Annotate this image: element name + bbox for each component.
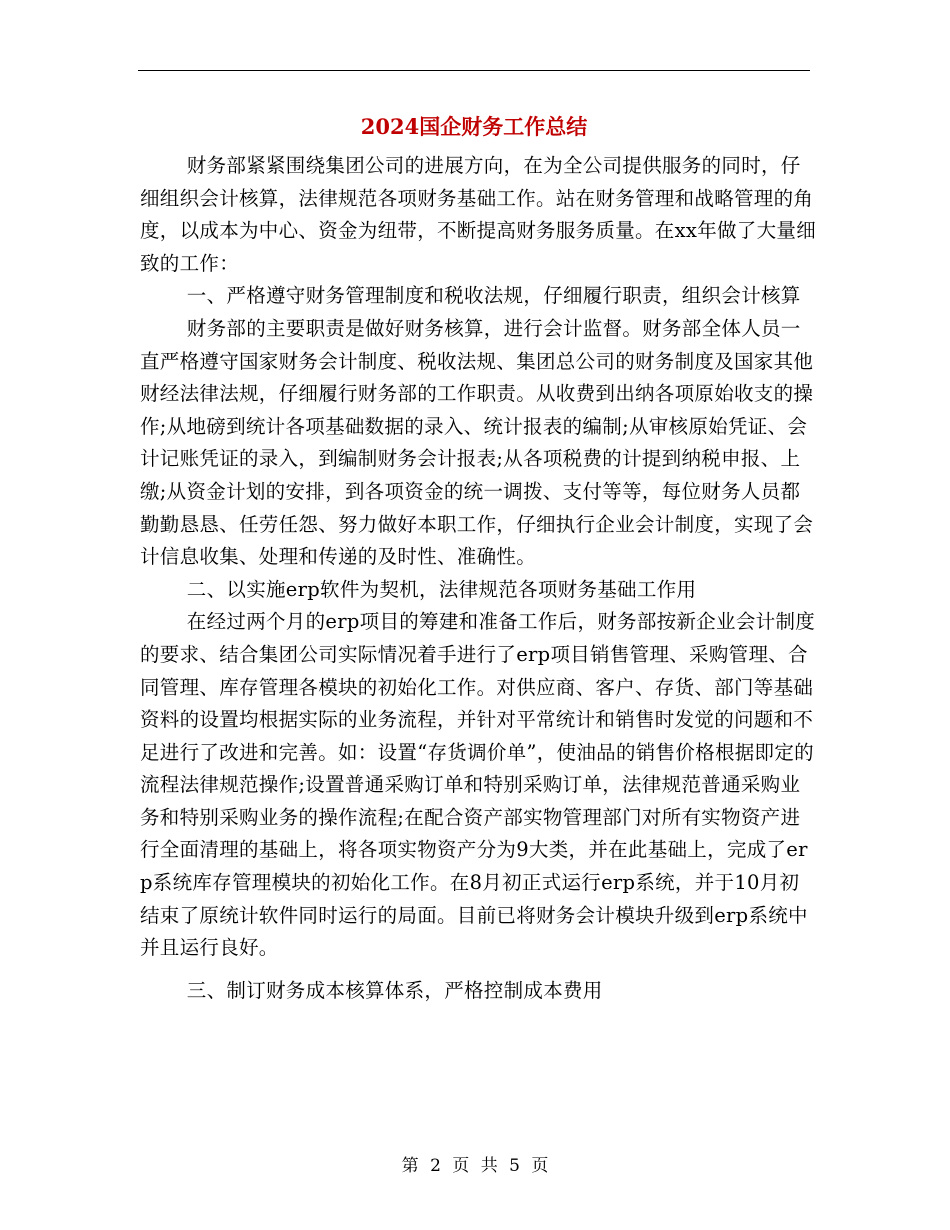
header-rule xyxy=(138,70,810,71)
section-heading-1: 一、严格遵守财务管理制度和税收法规，仔细履行职责，组织会计核算 xyxy=(186,284,801,308)
section-heading-3: 三、制订财务成本核算体系，严格控制成本费用 xyxy=(186,978,603,1002)
intro-paragraph: 财务部紧紧围绕集团公司的进展方向，在为全公司提供服务的同时，仔细组织会计核算，法律规范各项财务基础工作。站在财务管理和战略管理的角度，以成本为中心、资金为纽带，不断提高财务服务质量。在xx年做了大量细致的工作： xyxy=(140,154,816,275)
document-body xyxy=(140,150,816,1007)
section-1-paragraph: 财务部的主要职责是做好财务核算，进行会计监督。财务部全体人员一直严格遵守国家财务会计制度、税收法规、集团总公司的财务制度及国家其他财经法律法规，仔细履行财务部的工作职责。从收费到出纳各项原始收支的操作;从地磅到统计各项基础数据的录入、统计报表的编制;从审核原始凭证、会计记账凭证的录入，到编制财务会计报表;从各项税费的计提到纳税申报、上缴;从资金计划的安排，到各项资金的统一调拨、支付等等，每位财务人员都勤勤恳恳、任劳任怨、努力做好本职工作，仔细执行企业会计制度，实现了会计信息收集、处理和传递的及时性、准确性。 xyxy=(140,316,814,569)
section-2-paragraph: 在经过两个月的erp项目的筹建和准备工作后，财务部按新企业会计制度的要求、结合集团公司实际情况着手进行了erp项目销售管理、采购管理、合同管理、库存管理各模块的初始化工作。对供应商、客户、存货、部门等基础资料的设置均根据实际的业务流程，并针对平常统计和销售时发觉的问题和不足进行了改进和完善。如：设置“存货调价单”，使油品的销售价格根据即定的流程法律规范操作;设置普通采购订单和特别采购订单，法律规范普通采购业务和特别采购业务的操作流程;在配合资产部实物管理部门对所有实物资产进行全面清理的基础上，将各项实物资产分为9大类，并在此基础上，完成了erp系统库存管理模块的初始化工作。在8月初正式运行erp系统，并于10月初结束了原统计软件同时运行的局面。目前已将财务会计模块升级到erp系统中并且运行良好。 xyxy=(140,610,816,960)
section-heading-2: 二、以实施erp软件为契机，法律规范各项财务基础工作用 xyxy=(186,577,697,601)
page-footer: 第 2 页 共 5 页 xyxy=(401,1156,549,1176)
document-title: 2024国企财务工作总结 xyxy=(360,114,588,139)
